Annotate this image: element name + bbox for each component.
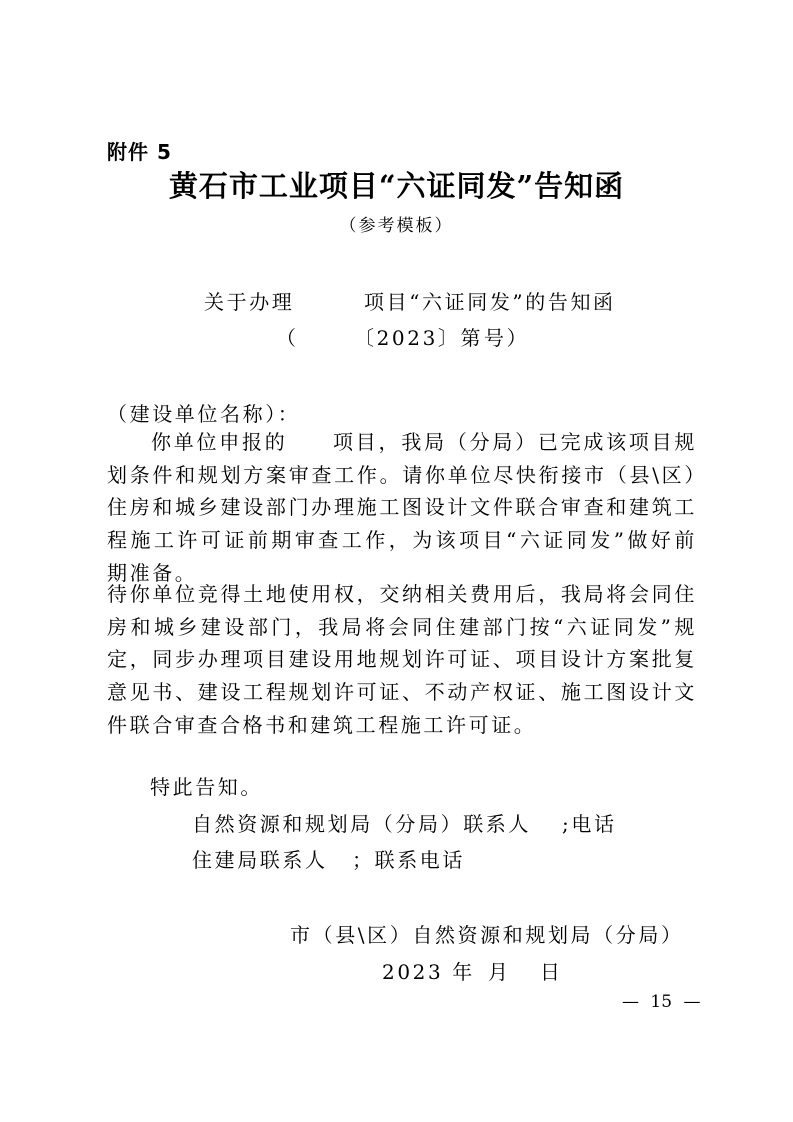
document-title: 黄石市工业项目“六证同发”告知函 [168,169,625,203]
paragraph-1: 你单位申报的 项目，我局（分局）已完成该项目规划条件和规划方案审查工作。请你单位尽快衔接市（县\区）住房和城乡建设部门办理施工图设计文件联合审查和建筑工程施工许可证前期审查工作，为该项目“六证同发”做好前期准备。 [107,430,697,585]
attachment-label: 附件 5 [107,140,172,164]
notice-text: 特此告知。 [150,775,263,799]
contact-planning-label: 自然资源和规划局（分局）联系人 [192,812,531,836]
doc-number-open: （ [276,326,299,350]
contact-housing-label: 住建局联系人 [192,848,328,872]
page-dash-left: — [622,992,639,1012]
paragraph-2: 待你单位竞得土地使用权，交纳相关费用后，我局将会同住房和城乡建设部门，我局将会同住建部门按“六证同发”规定，同步办理项目建设用地规划许可证、项目设计方案批复意见书、建设工程规划许可证、不动产权证、施工图设计文件联合审查合格书和建筑工程施工许可证。 [107,582,697,737]
signature-year: 2023 年 [382,960,475,984]
subject-suffix: 项目“六证同发”的告知函 [364,290,616,314]
salutation: （建设单位名称）： [107,402,301,426]
doc-number-year: 〔2023〕第 [354,326,484,350]
page-dash-right: — [683,992,701,1012]
doc-number-close: 号） [484,326,530,350]
subject-prefix: 关于办理 [204,290,295,314]
page-number-value: 15 [650,992,673,1012]
signature-org: 市（县\区）自然资源和规划局（分局） [290,923,684,947]
signature-day: 日 [540,960,563,984]
document-subtitle: （参考模板） [339,216,454,236]
signature-month: 月 [488,960,511,984]
contact-housing-phone: ；联系电话 [352,848,465,872]
contact-planning-phone: ;电话 [562,812,617,836]
page-number [622,992,700,1012]
